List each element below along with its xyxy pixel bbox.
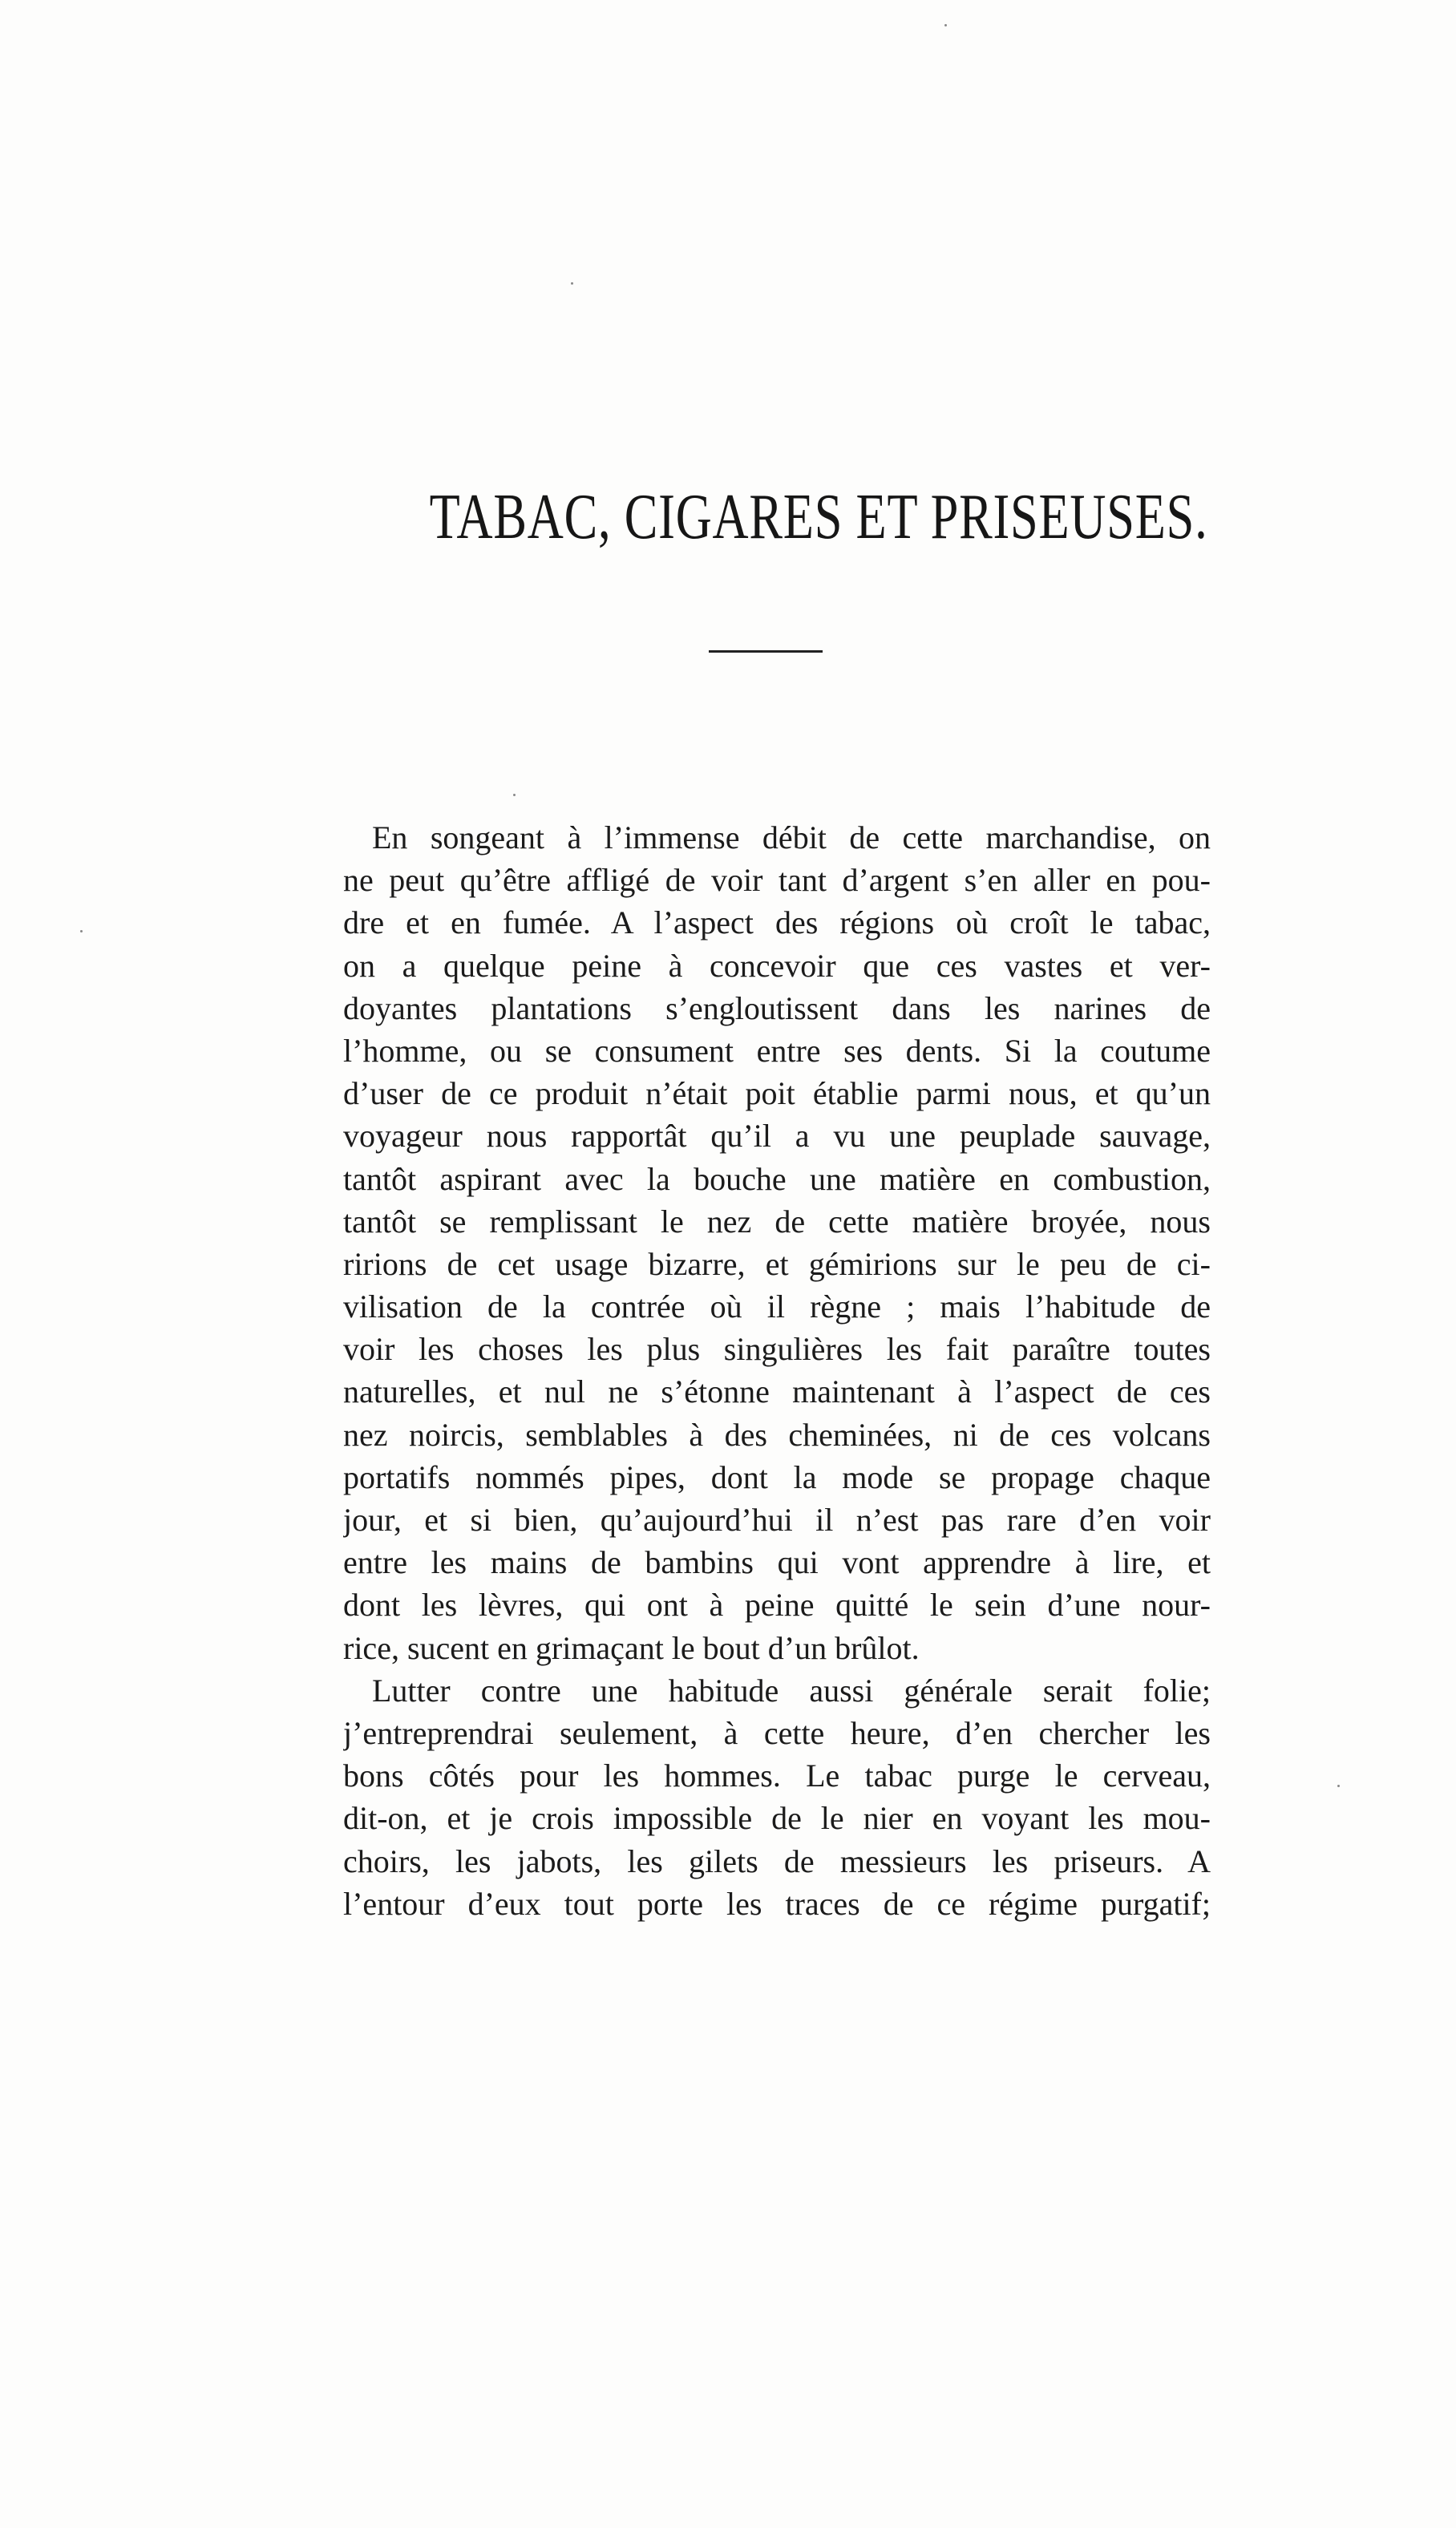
text-line: bons côtés pour les hommes. Le tabac purge le cerveau, [343,1757,1211,1794]
print-speck [1337,1785,1340,1787]
text-line: nez noircis, semblables à des cheminées, ni de ces volcans [343,1416,1211,1453]
text-line: dre et en fumée. A l’aspect des régions où croît le tabac, [343,904,1211,941]
print-speck [571,282,573,285]
text-line: rice, sucent en grimaçant le bout d’un brûlot. [343,1629,920,1666]
body-text [343,816,1211,1925]
text-line: j’entreprendrai seulement, à cette heure, d’en chercher les [343,1714,1211,1751]
text-line: jour, et si bien, qu’aujourd’hui il n’est pas rare d’en voir [343,1502,1211,1538]
print-speck [80,930,83,932]
text-line: doyantes plantations s’engloutissent dans les narines de [343,989,1211,1026]
text-line: tantôt se remplissant le nez de cette matière broyée, nous [343,1203,1211,1240]
text-line: voyageur nous rapportât qu’il a vu une peuplade sauvage, [343,1118,1211,1155]
text-line: tantôt aspirant avec la bouche une matière en combustion, [343,1160,1211,1197]
text-line: dit-on, et je crois impossible de le nier en voyant les mou- [343,1800,1211,1837]
text-line: l’entour d’eux tout porte les traces de ce régime purgatif; [343,1885,1211,1922]
text-line: entre les mains de bambins qui vont apprendre à lire, et [343,1544,1211,1581]
text-line: dont les lèvres, qui ont à peine quitté le sein d’une nour- [343,1587,1211,1624]
print-speck [513,794,516,796]
text-line: vilisation de la contrée où il règne ; mais l’habitude de [343,1288,1211,1325]
text-line: En songeant à l’immense débit de cette marchandise, on [372,819,1211,855]
text-line: portatifs nommés pipes, dont la mode se propage chaque [343,1458,1211,1495]
text-line: on a quelque peine à concevoir que ces vastes et ver- [343,947,1211,984]
chapter-title: TABAC, CIGARES ET PRISEUSES. [429,482,1208,552]
title-divider [709,650,823,653]
print-speck [944,24,947,26]
text-line: naturelles, et nul ne s’étonne maintenant à l’aspect de ces [343,1373,1211,1410]
text-line: voir les choses les plus singulières les fait paraître toutes [343,1331,1211,1368]
text-line: ne peut qu’être affligé de voir tant d’argent s’en aller en pou- [343,862,1211,899]
text-line: l’homme, ou se consument entre ses dents. Si la coutume [343,1032,1211,1069]
text-line: ririons de cet usage bizarre, et gémirions sur le peu de ci- [343,1245,1211,1282]
text-line: d’user de ce produit n’était poit établie parmi nous, et qu’un [343,1075,1211,1112]
text-line: choirs, les jabots, les gilets de messieurs les priseurs. A [343,1842,1211,1879]
text-line: Lutter contre une habitude aussi générale serait folie; [372,1672,1211,1709]
